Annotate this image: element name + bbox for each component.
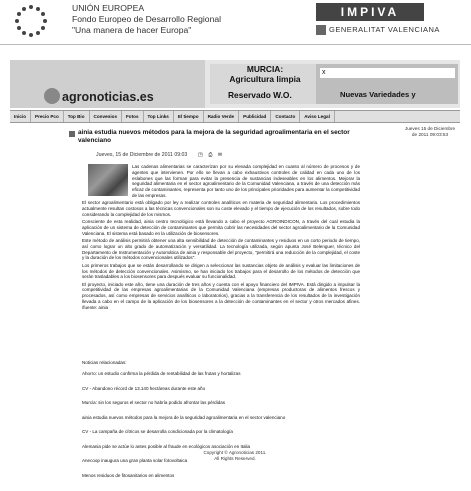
gva-text: GENERALITAT VALENCIANA (329, 25, 440, 34)
document-header (0, 0, 471, 44)
nav-item-aviso-legal[interactable]: Aviso Legal (300, 111, 335, 122)
ad-murcia-line2: Agricultura limpia (229, 74, 301, 84)
ad-banner-variedades[interactable] (316, 64, 458, 104)
nav-item-precio[interactable]: Precio Pco (31, 111, 64, 122)
eu-flag-icon (8, 2, 54, 40)
related-news-heading: Noticias relacionadas: (82, 360, 127, 365)
ad-murcia-line1: MURCIA: (246, 64, 284, 74)
related-news-item[interactable]: Menos residuos de fitosanitarios en alimentos (82, 472, 175, 478)
footer-rights: All Rights Reserved. (214, 456, 256, 461)
related-news-item[interactable]: CV - Abandono récord de 13.140 hectáreas durante este año (82, 385, 206, 391)
website-screenshot (10, 60, 460, 480)
gva-mark-icon (316, 25, 326, 35)
related-news-item[interactable]: Murcia: sin los seguros el sector no habría podido afrontar las pérdidas (82, 400, 226, 405)
gva-logo (316, 25, 440, 35)
eu-line-3: "Una manera de hacer Europa" (72, 25, 192, 35)
eu-line-2: Fondo Europeo de Desarrollo Regional (72, 14, 222, 24)
nav-item-top-bio[interactable]: Top Bio (64, 111, 90, 122)
article-title[interactable]: ainia estudia nuevos métodos para la mejora de la seguridad agroalimentaria en el sector valenciano (78, 129, 350, 144)
nav-item-convenios[interactable]: Convenios (90, 111, 122, 122)
site-logo[interactable]: agronoticias.es (62, 90, 154, 104)
logo-band (10, 60, 205, 108)
nav-item-contacto[interactable]: Contacto (271, 111, 300, 122)
article-paragraph-4: Este método de análisis permitirá obtener una alta sensibilidad de detección de contaminantes y residuos en un corto periodo de tiempo, así como lograr un alto grado de automatización y versatilidad. La tecnología utilizada, según apunta José Belenguer, técnico del Departamento de Instrumentación y Automática de ainia y responsable del proyecto, "permitirá una reducción de la complejidad, el coste y la duración de los métodos convencionales utilizados". (82, 238, 360, 261)
ad-banner-murcia[interactable] (210, 64, 318, 104)
article-paragraph-6: El proyecto, iniciado este año, tiene una duración de tres años y cuenta con el apoyo financiero del IMPIVA. Está dirigido a impulsar la competitividad de las empresas agroalimentarias de la Comunidad Valenciana (empresas productoras de alimentos frescos y procesados, así como empresas de servicios analíticos o laboratorios), gracias a la transferencia de los resultados de la investigación llevada a cabo en el campo de la aplicación de los biosensores a la detección de contaminantes en el sector y otros mercados afines. /fuente: ainia (82, 281, 360, 310)
eu-text (72, 3, 221, 36)
impiva-logo: IMPIVA (316, 3, 424, 21)
ad-murcia-title (228, 64, 302, 84)
logo-leaf-icon (44, 88, 60, 104)
nav-item-inicio[interactable]: Inicio (10, 111, 31, 122)
article-paragraph-1: Las cadenas alimentarias se caracterizan por su elevada complejidad en cuanto al número de procesos y de agentes que intervienen. Por ello se llevan a cabo exhaustivos controles de calidad en cada uno de los eslabones que las forman para evitar la presencia de sustancias indeseables en los alimentos. Mejorar la seguridad alimentaria en el sector agroalimentario de la Comunidad Valenciana, a través de una detección más eficaz de contaminantes, representa por tanto uno de los principales prioridades para aumentar la competitividad de las empresas. (132, 164, 360, 198)
site-footer (10, 450, 460, 462)
side-date: Jueves 15 de Diciembre de 2011 09:03:53 (404, 126, 456, 137)
related-news-item[interactable]: Ahorro: un estudio confirma la pérdida de rentabilidad de las frutas y hortalizas (82, 371, 241, 376)
related-news (82, 360, 360, 487)
footer-copyright: Copyright © Agronoticias 2011. (203, 450, 267, 455)
ad-murcia-reserved: Reservado W.O. (228, 90, 292, 100)
nav-item-top-links[interactable]: Top Links (144, 111, 174, 122)
article-paragraph-3: Consciente de esta realidad, ainia centro tecnológico está llevando a cabo el proyecto AGROINDICON, a través del cual estudia la aplicación de un sistema de detección de contaminantes que permita cubrir las necesidades del sector agroalimentario de la Comunidad Valenciana. El sistema está basado en la utilización de biosensores. (82, 219, 360, 236)
site-banner (10, 60, 460, 108)
article-paragraph-5: Los primeros trabajos que se están desarrollando se dirigen a seleccionar las sustancias objeto de análisis y evaluar las limitaciones de los métodos de detección convencionales. Asimismo, se han iniciado los trabajos para el desarrollo de los métodos de detección que serán trasladables a los biosensores para después evaluar su funcionalidad. (82, 262, 360, 280)
article-photo (88, 164, 128, 196)
article-dateline: Jueves, 15 de Diciembre de 2011 09:03 (96, 152, 188, 158)
nav-item-radio-verde[interactable]: Radio Verde (204, 111, 240, 122)
related-news-item[interactable]: Anecoop inaugura una gran planta solar fotovoltaica (82, 458, 188, 463)
ad-close-box[interactable]: x (320, 68, 455, 78)
header-divider (0, 44, 471, 45)
related-news-item[interactable]: CV - La campaña de cítricos se desarrolla condicionada por la climatología (82, 429, 233, 434)
article-tools-icons[interactable]: ◳ ⎙ ✉ (198, 152, 225, 158)
related-news-item[interactable]: Alemania pide se actúe lo antes posible al fraude en ecológicos asociación en Italia (82, 443, 251, 449)
title-bullet-icon (69, 131, 75, 137)
article-paragraph-2: El sector agroalimentario está obligado por ley a realizar controles analíticos en materia de seguridad alimentaria. Los procedimientos actualmente resultan costosos a las técnicas convencionales son su coste elevado y el tiempo de ejecución de los resultados, sobre todo considerando la complejidad de los mismos. (82, 200, 360, 217)
related-news-item[interactable]: ainia estudia nuevos métodos para la mejora de la seguridad agroalimentaria en el sector valenciano (82, 414, 286, 420)
eu-line-1: UNIÓN EUROPEA (72, 3, 145, 13)
main-nav (10, 110, 460, 123)
nav-item-fotos[interactable]: Fotos (122, 111, 144, 122)
nav-item-publicidad[interactable]: Publicidad (239, 111, 271, 122)
nav-item-el-tiempo[interactable]: El tiempo (174, 111, 204, 122)
ad-variedades-title: Nuevas Variedades y (340, 90, 416, 99)
